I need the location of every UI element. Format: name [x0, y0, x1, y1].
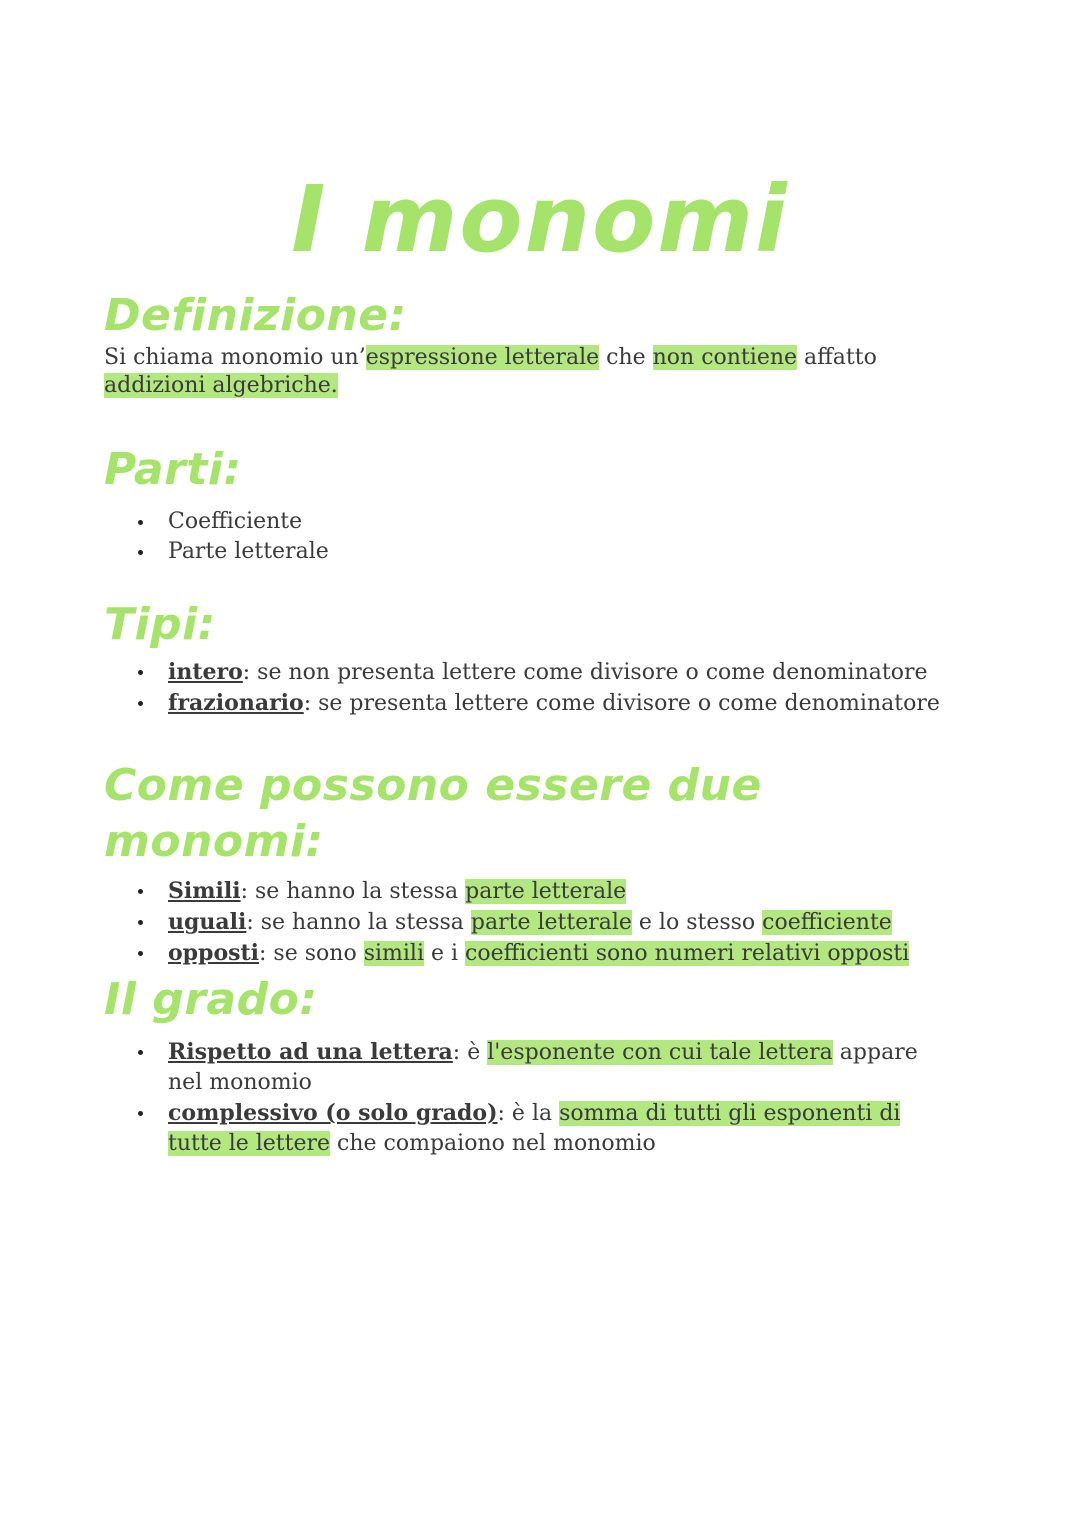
highlight-parte-letterale: parte letterale [465, 879, 627, 904]
list-item: Coefficiente [104, 507, 984, 537]
highlight-simili: simili [363, 941, 424, 966]
list-item [104, 688, 984, 719]
term-intero: intero [168, 659, 243, 685]
grado-list [104, 1037, 954, 1159]
item-text: : è la [497, 1101, 560, 1126]
highlight-esponente: l'esponente con cui tale lettera [487, 1040, 833, 1065]
section-definizione [104, 288, 984, 400]
heading-come: Come possono essere due monomi: [104, 760, 762, 867]
highlight-parte-letterale: parte letterale [470, 910, 632, 935]
term-simili: Simili [168, 878, 241, 904]
highlight-espressione-letterale: espressione letterale [365, 345, 600, 370]
term-uguali: uguali [168, 909, 247, 935]
highlight-addizioni-algebriche: addizioni algebriche. [104, 373, 338, 398]
definition-text-part: Si chiama monomio un’ [104, 345, 366, 370]
list-item [104, 1098, 954, 1159]
list-item [104, 907, 984, 938]
list-item: Parte letterale [104, 537, 984, 567]
section-come [104, 758, 984, 969]
section-parti [104, 442, 984, 567]
term-opposti: opposti [168, 940, 260, 966]
item-text: : se hanno la stessa [240, 879, 466, 904]
item-text: e lo stesso [631, 910, 763, 935]
heading-definizione: Definizione: [104, 290, 407, 341]
page-title: I monomi [291, 166, 789, 273]
item-text: : se hanno la stessa [246, 910, 471, 935]
highlight-coefficiente: coefficiente [762, 910, 892, 935]
item-text: che compaiono nel monomio [330, 1131, 656, 1156]
term-rispetto: Rispetto ad una lettera [168, 1039, 453, 1065]
list-item [104, 1037, 954, 1098]
list-item [104, 657, 984, 688]
parti-list [104, 507, 984, 567]
highlight-coefficienti-opposti: coefficienti sono numeri relativi opposti [465, 941, 910, 966]
definition-text-part: che [599, 345, 653, 370]
section-grado [104, 972, 984, 1159]
heading-grado: Il grado: [104, 974, 318, 1025]
item-text: appare nel monomio [168, 1040, 918, 1095]
item-text: : se sono [259, 941, 364, 966]
term-frazionario: frazionario [168, 690, 304, 716]
item-text: : è [452, 1040, 488, 1065]
item-text: e i [423, 941, 466, 966]
come-list [104, 876, 984, 969]
section-tipi [104, 597, 984, 719]
definition-text-part: affatto [797, 345, 877, 370]
heading-tipi: Tipi: [104, 599, 216, 650]
highlight-somma-esponenti: somma di tutti gli esponenti di tutte le lettere [168, 1101, 901, 1156]
definition-text [104, 344, 904, 400]
term-complessivo: complessivo (o solo grado) [168, 1100, 498, 1126]
heading-parti: Parti: [104, 444, 242, 495]
list-item [104, 938, 984, 969]
highlight-non-contiene: non contiene [652, 345, 798, 370]
tipi-list [104, 657, 984, 719]
item-text: : se presenta lettere come divisore o come denominatore [303, 691, 940, 716]
list-item [104, 876, 984, 907]
item-text: : se non presenta lettere come divisore o come denominatore [242, 660, 928, 685]
